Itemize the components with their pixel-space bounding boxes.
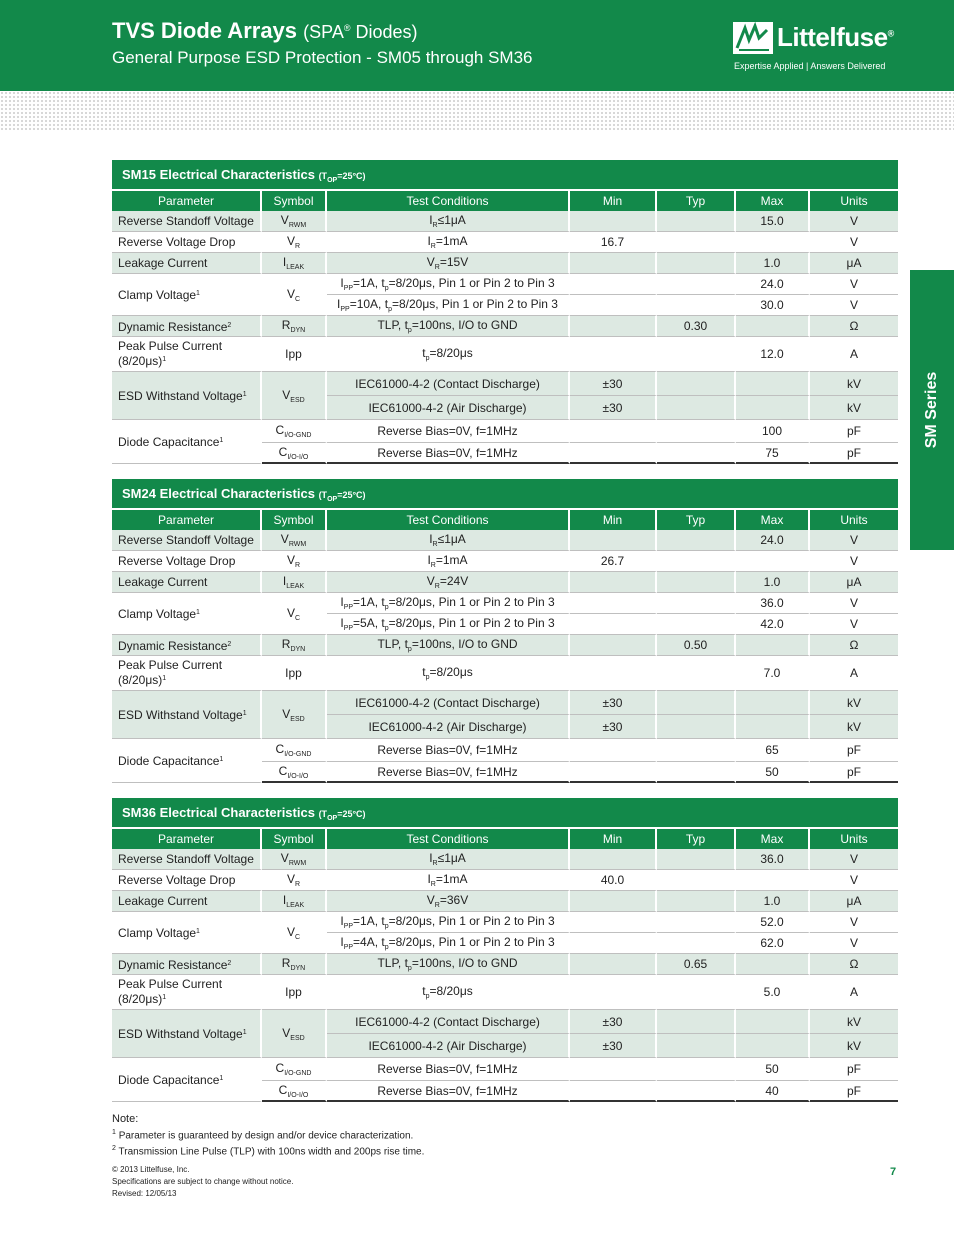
symbol-cell: $I_{LEAK}$	[262, 891, 327, 912]
condition-cell: TLP, $t_p=100ns$, I/O to GND	[327, 316, 570, 337]
col-header-parameter: Parameter	[112, 510, 262, 530]
min-cell	[570, 614, 657, 635]
condition-cell: TLP, $t_p=100ns$, I/O to GND	[327, 954, 570, 975]
symbol-cell: $V_C$	[262, 274, 327, 316]
param-cell: Reverse Standoff Voltage	[112, 849, 262, 870]
typ-cell	[657, 530, 736, 551]
max-cell: 40	[736, 1081, 810, 1102]
symbol-cell: Ipp	[262, 975, 327, 1010]
col-header-min: Min	[570, 829, 657, 849]
max-cell	[736, 954, 810, 975]
min-cell	[570, 337, 657, 372]
max-cell: 62.0	[736, 933, 810, 954]
col-header-parameter: Parameter	[112, 191, 262, 211]
min-cell: ±30	[570, 715, 657, 739]
typ-cell	[657, 1081, 736, 1102]
typ-cell	[657, 975, 736, 1010]
param-cell: Reverse Voltage Drop	[112, 870, 262, 891]
symbol-cell: $I_{LEAK}$	[262, 572, 327, 593]
condition-cell: IEC61000-4-2 (Contact Discharge)	[327, 372, 570, 396]
param-cell: Leakage Current	[112, 572, 262, 593]
typ-cell	[657, 593, 736, 614]
typ-cell	[657, 1034, 736, 1058]
typ-cell	[657, 849, 736, 870]
max-cell	[736, 1010, 810, 1034]
param-cell: ESD Withstand Voltage$^1$	[112, 1010, 262, 1058]
unit-cell: μA	[810, 572, 898, 593]
table-row	[112, 572, 898, 593]
symbol-cell: $C_{I/O-GND}$	[262, 420, 327, 443]
max-cell	[736, 1034, 810, 1058]
typ-cell	[657, 551, 736, 572]
max-cell: 65	[736, 739, 810, 762]
min-cell: ±30	[570, 1010, 657, 1034]
col-header-typ: Typ	[657, 191, 736, 211]
sm15-section	[112, 160, 898, 464]
symbol-cell: Ipp	[262, 656, 327, 691]
symbol-cell: $R_{DYN}$	[262, 635, 327, 656]
min-cell: ±30	[570, 691, 657, 715]
min-cell: ±30	[570, 1034, 657, 1058]
min-cell	[570, 762, 657, 783]
col-header-symbol: Symbol	[262, 191, 327, 211]
condition-cell: $I_R=1mA$	[327, 551, 570, 572]
copyright: © 2013 Littelfuse, Inc.	[112, 1165, 190, 1174]
param-cell: Peak Pulse Current $(8/20\mu s)^1$	[112, 975, 262, 1010]
max-cell	[736, 635, 810, 656]
condition-cell: Reverse Bias=0V, f=1MHz	[327, 420, 570, 443]
unit-cell: V	[810, 849, 898, 870]
min-cell	[570, 1081, 657, 1102]
max-cell	[736, 372, 810, 396]
notes	[112, 1113, 424, 1159]
typ-cell	[657, 656, 736, 691]
symbol-cell: $C_{I/O-I/O}$	[262, 1081, 327, 1102]
unit-cell: V	[810, 551, 898, 572]
condition-cell: $V_R=15V$	[327, 253, 570, 274]
typ-cell	[657, 762, 736, 783]
min-cell	[570, 572, 657, 593]
condition-cell: $I_{PP}=1A$, $t_p=8/20\mu s$, Pin 1 or Pin 2 to Pin 3	[327, 274, 570, 295]
table-header	[112, 510, 898, 530]
condition-cell: $I_R\le 1\mu A$	[327, 211, 570, 232]
col-header-symbol: Symbol	[262, 510, 327, 530]
param-cell: Reverse Voltage Drop	[112, 232, 262, 253]
min-cell	[570, 635, 657, 656]
condition-cell: $I_{PP}=10A$, $t_p=8/20\mu s$, Pin 1 or Pin 2 to Pin 3	[327, 295, 570, 316]
table-row	[112, 891, 898, 912]
section-title: SM24 Electrical Characteristics $(T_{OP}=25^\circ C)$	[112, 479, 898, 508]
param-cell: Reverse Standoff Voltage	[112, 530, 262, 551]
param-cell: Leakage Current	[112, 891, 262, 912]
unit-cell: kV	[810, 715, 898, 739]
littelfuse-logo	[733, 20, 903, 75]
col-header-parameter: Parameter	[112, 829, 262, 849]
min-cell	[570, 211, 657, 232]
condition-cell: Reverse Bias=0V, f=1MHz	[327, 1081, 570, 1102]
condition-cell: $t_p=8/20\mu s$	[327, 656, 570, 691]
param-cell: Diode Capacitance$^1$	[112, 1058, 262, 1102]
min-cell	[570, 954, 657, 975]
min-cell	[570, 656, 657, 691]
table-row	[112, 372, 898, 396]
symbol-cell: $V_R$	[262, 870, 327, 891]
table-row	[112, 635, 898, 656]
max-cell: 50	[736, 762, 810, 783]
unit-cell: V	[810, 530, 898, 551]
typ-cell	[657, 337, 736, 372]
max-cell	[736, 396, 810, 420]
revision-date: Revised: 12/05/13	[112, 1189, 177, 1198]
section-title: SM36 Electrical Characteristics $(T_{OP}=25^\circ C)$	[112, 798, 898, 827]
col-header-symbol: Symbol	[262, 829, 327, 849]
min-cell: 16.7	[570, 232, 657, 253]
unit-cell: kV	[810, 372, 898, 396]
characteristics-table	[112, 829, 898, 1102]
unit-cell: V	[810, 614, 898, 635]
condition-cell: Reverse Bias=0V, f=1MHz	[327, 1058, 570, 1081]
condition-cell: IEC61000-4-2 (Air Discharge)	[327, 1034, 570, 1058]
max-cell: 5.0	[736, 975, 810, 1010]
typ-cell	[657, 891, 736, 912]
max-cell	[736, 232, 810, 253]
typ-cell	[657, 372, 736, 396]
col-header-typ: Typ	[657, 510, 736, 530]
table-row	[112, 1010, 898, 1034]
max-cell: 42.0	[736, 614, 810, 635]
condition-cell: TLP, $t_p=100ns$, I/O to GND	[327, 635, 570, 656]
table-row	[112, 975, 898, 1010]
unit-cell: kV	[810, 691, 898, 715]
min-cell	[570, 274, 657, 295]
dot-pattern-band	[0, 91, 954, 131]
typ-cell	[657, 1010, 736, 1034]
typ-cell	[657, 715, 736, 739]
max-cell: 1.0	[736, 253, 810, 274]
param-cell: Clamp Voltage$^1$	[112, 593, 262, 635]
symbol-cell: $R_{DYN}$	[262, 954, 327, 975]
unit-cell: V	[810, 912, 898, 933]
min-cell	[570, 253, 657, 274]
table-row	[112, 211, 898, 232]
page-header	[0, 0, 954, 91]
max-cell: 1.0	[736, 572, 810, 593]
typ-cell	[657, 1058, 736, 1081]
condition-cell: Reverse Bias=0V, f=1MHz	[327, 739, 570, 762]
table-row	[112, 739, 898, 762]
symbol-cell: $V_{RWM}$	[262, 530, 327, 551]
typ-cell	[657, 443, 736, 464]
unit-cell: V	[810, 211, 898, 232]
param-cell: Reverse Voltage Drop	[112, 551, 262, 572]
param-cell: Peak Pulse Current $(8/20\mu s)^1$	[112, 337, 262, 372]
max-cell: 12.0	[736, 337, 810, 372]
symbol-cell: $V_{ESD}$	[262, 691, 327, 739]
characteristics-table	[112, 191, 898, 464]
min-cell	[570, 739, 657, 762]
symbol-cell: $C_{I/O-I/O}$	[262, 443, 327, 464]
max-cell	[736, 870, 810, 891]
col-header-min: Min	[570, 510, 657, 530]
unit-cell: kV	[810, 1034, 898, 1058]
table-row	[112, 316, 898, 337]
side-tab	[910, 270, 954, 550]
side-tab-label: SM Series	[923, 371, 940, 449]
col-header-units: Units	[810, 510, 898, 530]
symbol-cell: $C_{I/O-GND}$	[262, 1058, 327, 1081]
condition-cell: $I_{PP}=1A$, $t_p=8/20\mu s$, Pin 1 or Pin 2 to Pin 3	[327, 912, 570, 933]
table-row	[112, 274, 898, 295]
max-cell: 30.0	[736, 295, 810, 316]
max-cell: 15.0	[736, 211, 810, 232]
logo-wordmark: Littelfuse®	[777, 22, 894, 52]
page-number: 7	[890, 1166, 897, 1178]
typ-cell	[657, 396, 736, 420]
sm24-section	[112, 479, 898, 783]
param-cell: ESD Withstand Voltage$^1$	[112, 691, 262, 739]
min-cell: 40.0	[570, 870, 657, 891]
max-cell: 52.0	[736, 912, 810, 933]
unit-cell: pF	[810, 1081, 898, 1102]
typ-cell	[657, 870, 736, 891]
table-row	[112, 232, 898, 253]
param-cell: Clamp Voltage$^1$	[112, 912, 262, 954]
symbol-cell: $V_{RWM}$	[262, 849, 327, 870]
table-row	[112, 530, 898, 551]
col-header-test-conditions: Test Conditions	[327, 829, 570, 849]
symbol-cell: $V_R$	[262, 551, 327, 572]
min-cell	[570, 530, 657, 551]
unit-cell: kV	[810, 1010, 898, 1034]
condition-cell: Reverse Bias=0V, f=1MHz	[327, 443, 570, 464]
min-cell: 26.7	[570, 551, 657, 572]
characteristics-table	[112, 510, 898, 783]
max-cell: 1.0	[736, 891, 810, 912]
table-header	[112, 191, 898, 211]
max-cell: 24.0	[736, 274, 810, 295]
symbol-cell: Ipp	[262, 337, 327, 372]
max-cell: 36.0	[736, 849, 810, 870]
notes-heading: Note:	[112, 1113, 139, 1125]
condition-cell: $t_p=8/20\mu s$	[327, 337, 570, 372]
max-cell: 36.0	[736, 593, 810, 614]
param-cell: Diode Capacitance$^1$	[112, 739, 262, 783]
condition-cell: $I_{PP}=5A$, $t_p=8/20\mu s$, Pin 1 or Pin 2 to Pin 3	[327, 614, 570, 635]
section-title: SM15 Electrical Characteristics $(T_{OP}=25^\circ C)$	[112, 160, 898, 189]
symbol-cell: $V_C$	[262, 593, 327, 635]
condition-cell: Reverse Bias=0V, f=1MHz	[327, 762, 570, 783]
typ-cell: 0.65	[657, 954, 736, 975]
max-cell: 7.0	[736, 656, 810, 691]
condition-cell: IEC61000-4-2 (Contact Discharge)	[327, 1010, 570, 1034]
min-cell	[570, 849, 657, 870]
table-row	[112, 593, 898, 614]
condition-cell: $I_{PP}=1A$, $t_p=8/20\mu s$, Pin 1 or Pin 2 to Pin 3	[327, 593, 570, 614]
param-cell: Dynamic Resistance$^2$	[112, 316, 262, 337]
unit-cell: kV	[810, 396, 898, 420]
condition-cell: $V_R=24V$	[327, 572, 570, 593]
doc-title: TVS Diode Arrays (SPA® Diodes)	[112, 18, 418, 43]
unit-cell: A	[810, 337, 898, 372]
table-row	[112, 656, 898, 691]
typ-cell	[657, 739, 736, 762]
min-cell	[570, 912, 657, 933]
unit-cell: pF	[810, 762, 898, 783]
param-cell: ESD Withstand Voltage$^1$	[112, 372, 262, 420]
symbol-cell: $I_{LEAK}$	[262, 253, 327, 274]
min-cell	[570, 420, 657, 443]
min-cell	[570, 933, 657, 954]
min-cell	[570, 975, 657, 1010]
col-header-max: Max	[736, 829, 810, 849]
min-cell	[570, 443, 657, 464]
param-cell: Dynamic Resistance$^2$	[112, 954, 262, 975]
max-cell: 50	[736, 1058, 810, 1081]
unit-cell: Ω	[810, 316, 898, 337]
table-row	[112, 870, 898, 891]
max-cell: 75	[736, 443, 810, 464]
col-header-units: Units	[810, 191, 898, 211]
table-row	[112, 420, 898, 443]
typ-cell: 0.30	[657, 316, 736, 337]
table-row	[112, 551, 898, 572]
symbol-cell: $C_{I/O-GND}$	[262, 739, 327, 762]
unit-cell: pF	[810, 443, 898, 464]
symbol-cell: $V_{ESD}$	[262, 372, 327, 420]
col-header-typ: Typ	[657, 829, 736, 849]
unit-cell: pF	[810, 1058, 898, 1081]
unit-cell: V	[810, 870, 898, 891]
unit-cell: A	[810, 656, 898, 691]
change-notice: Specifications are subject to change without notice.	[112, 1177, 294, 1186]
condition-cell: $I_R=1mA$	[327, 232, 570, 253]
symbol-cell: $V_C$	[262, 912, 327, 954]
typ-cell	[657, 933, 736, 954]
littelfuse-mark-icon	[733, 22, 773, 54]
symbol-cell: $R_{DYN}$	[262, 316, 327, 337]
condition-cell: $t_p=8/20\mu s$	[327, 975, 570, 1010]
unit-cell: μA	[810, 891, 898, 912]
condition-cell: $I_{PP}=4A$, $t_p=8/20\mu s$, Pin 1 or Pin 2 to Pin 3	[327, 933, 570, 954]
typ-cell: 0.50	[657, 635, 736, 656]
sm36-section	[112, 798, 898, 1102]
param-cell: Leakage Current	[112, 253, 262, 274]
max-cell	[736, 316, 810, 337]
typ-cell	[657, 211, 736, 232]
unit-cell: V	[810, 295, 898, 316]
table-row	[112, 691, 898, 715]
col-header-min: Min	[570, 191, 657, 211]
min-cell: ±30	[570, 372, 657, 396]
logo-tagline: Expertise Applied | Answers Delivered	[734, 61, 886, 71]
symbol-cell: $V_{RWM}$	[262, 211, 327, 232]
param-cell: Reverse Standoff Voltage	[112, 211, 262, 232]
typ-cell	[657, 614, 736, 635]
symbol-cell: $V_{ESD}$	[262, 1010, 327, 1058]
min-cell: ±30	[570, 396, 657, 420]
typ-cell	[657, 295, 736, 316]
max-cell	[736, 715, 810, 739]
condition-cell: IEC61000-4-2 (Air Discharge)	[327, 396, 570, 420]
min-cell	[570, 295, 657, 316]
unit-cell: Ω	[810, 635, 898, 656]
min-cell	[570, 316, 657, 337]
condition-cell: $I_R=1mA$	[327, 870, 570, 891]
condition-cell: $I_R\le 1\mu A$	[327, 530, 570, 551]
unit-cell: μA	[810, 253, 898, 274]
unit-cell: V	[810, 232, 898, 253]
col-header-max: Max	[736, 191, 810, 211]
col-header-max: Max	[736, 510, 810, 530]
condition-cell: $I_R\le 1\mu A$	[327, 849, 570, 870]
typ-cell	[657, 912, 736, 933]
typ-cell	[657, 232, 736, 253]
unit-cell: V	[810, 593, 898, 614]
col-header-test-conditions: Test Conditions	[327, 510, 570, 530]
typ-cell	[657, 274, 736, 295]
unit-cell: pF	[810, 739, 898, 762]
col-header-test-conditions: Test Conditions	[327, 191, 570, 211]
note-1: $^1$ Parameter is guaranteed by design and/or device characterization.	[112, 1129, 414, 1142]
param-cell: Peak Pulse Current $(8/20\mu s)^1$	[112, 656, 262, 691]
table-row	[112, 337, 898, 372]
table-row	[112, 253, 898, 274]
note-2: $^2$ Transmission Line Pulse (TLP) with 100ns width and 200ps rise time.	[112, 1145, 425, 1158]
typ-cell	[657, 572, 736, 593]
max-cell	[736, 691, 810, 715]
unit-cell: V	[810, 933, 898, 954]
param-cell: Clamp Voltage$^1$	[112, 274, 262, 316]
min-cell	[570, 891, 657, 912]
unit-cell: Ω	[810, 954, 898, 975]
min-cell	[570, 593, 657, 614]
unit-cell: V	[810, 274, 898, 295]
typ-cell	[657, 691, 736, 715]
footer	[112, 1164, 293, 1200]
max-cell: 24.0	[736, 530, 810, 551]
typ-cell	[657, 253, 736, 274]
doc-subtitle: General Purpose ESD Protection - SM05 through SM36	[112, 48, 533, 67]
condition-cell: $V_R=36V$	[327, 891, 570, 912]
col-header-units: Units	[810, 829, 898, 849]
table-row	[112, 912, 898, 933]
symbol-cell: $V_R$	[262, 232, 327, 253]
table-row	[112, 954, 898, 975]
unit-cell: pF	[810, 420, 898, 443]
condition-cell: IEC61000-4-2 (Contact Discharge)	[327, 691, 570, 715]
param-cell: Diode Capacitance$^1$	[112, 420, 262, 464]
max-cell: 100	[736, 420, 810, 443]
typ-cell	[657, 420, 736, 443]
table-row	[112, 849, 898, 870]
table-header	[112, 829, 898, 849]
param-cell: Dynamic Resistance$^2$	[112, 635, 262, 656]
min-cell	[570, 1058, 657, 1081]
max-cell	[736, 551, 810, 572]
condition-cell: IEC61000-4-2 (Air Discharge)	[327, 715, 570, 739]
unit-cell: A	[810, 975, 898, 1010]
symbol-cell: $C_{I/O-I/O}$	[262, 762, 327, 783]
table-row	[112, 1058, 898, 1081]
